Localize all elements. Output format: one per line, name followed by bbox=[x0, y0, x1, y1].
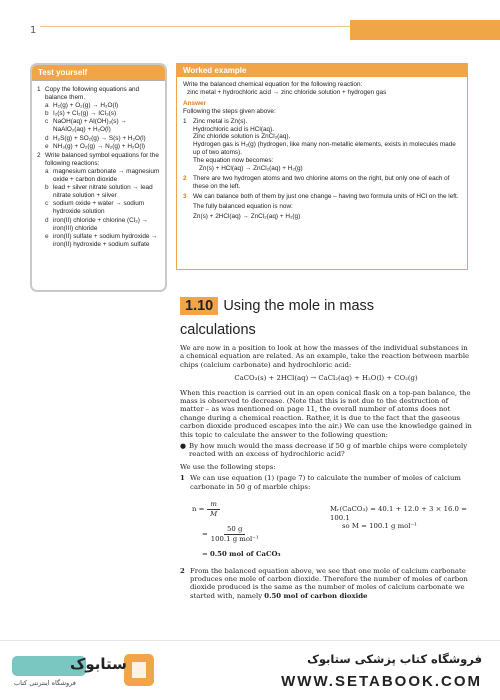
test-subquestion bbox=[45, 168, 161, 184]
answer-follow: Following the steps given above: bbox=[183, 107, 276, 115]
worked-example-title: Worked example bbox=[177, 64, 467, 77]
subquestion-letter: b bbox=[45, 110, 49, 118]
m-over-M-fraction: $\frac{m}{M}$ bbox=[207, 500, 220, 518]
bullet-dot: ● bbox=[180, 442, 187, 451]
page-number: 1 bbox=[30, 25, 37, 36]
subquestion-letter: b bbox=[45, 184, 49, 192]
worked-step-1: 1 Zinc metal is Zn(s). Hydrochloric acid is HCl(aq). Zinc chloride solution is ZnCl₂(aq). Hydrogen gas is H₂(g) (hydrogen, like many non-metallic elements, exists in molecules made up of two atoms). The equation now becomes: Zn(s) + HCl(aq) → ZnCl₂(aq) + H₂(g) bbox=[183, 117, 456, 173]
fully-balanced-label: The fully balanced equation is now: bbox=[193, 202, 293, 210]
test-subquestion bbox=[45, 217, 161, 233]
subquestion-text: I₂(s) + Cl₂(g) → ICl₃(s) bbox=[53, 110, 117, 118]
test-subquestion bbox=[45, 233, 161, 249]
molar-mass-result: so M = 100.1 g mol⁻¹ bbox=[342, 521, 417, 530]
worked-example-reaction: zinc metal + hydrochloric acid → zinc chloride solution + hydrogen gas bbox=[187, 88, 387, 96]
subquestion-text: sodium oxide + water → sodium hydroxide solution bbox=[53, 200, 145, 216]
step-1: 1 We can use equation (1) (page 7) to calculate the number of moles of calcium carbonate in 50 g of marble chips: bbox=[180, 474, 461, 491]
paragraph-observation: When this reaction is carried out in an open conical flask on a top-pan balance, the mass is observed to decrease. (Note that this is not due to the destruction of matter – as was mentioned on page 11, the overall number of atoms does not change during a chemical reaction. Rather, it is due to the fact that the gaseous carbon dioxide produced escapes into the air.) We can use the knowledge gained in this topic to calculate the answer to the following question: bbox=[180, 388, 472, 439]
main-text bbox=[180, 344, 472, 600]
test-subquestion bbox=[45, 110, 161, 118]
moles-result: 0.50 mol of CaCO₃ bbox=[209, 550, 281, 559]
question-2: 2 Write balanced symbol equations for the following reactions: bbox=[37, 151, 159, 167]
subquestion-letter: a bbox=[45, 167, 49, 175]
test-subquestion bbox=[45, 118, 161, 126]
question-1: 1 Copy the following equations and balance them. bbox=[37, 86, 140, 102]
question-bullet: ● By how much would the mass decrease if 50 g of marble chips were completely reacted with an excess of hydrochloric acid? bbox=[180, 442, 468, 459]
molar-mass-calc: Mᵣ(CaCO₃) = 40.1 + 12.0 + 3 × 16.0 = 100.1 bbox=[330, 505, 467, 522]
test-subquestion bbox=[45, 200, 161, 216]
final-equation: Zn(s) + 2HCl(aq) → ZnCl₂(aq) + H₂(g) bbox=[193, 212, 301, 220]
worked-example-box bbox=[176, 63, 468, 270]
section-title-line-2: calculations bbox=[180, 322, 256, 338]
subquestion-letter: d bbox=[45, 216, 49, 224]
subquestion-letter: a bbox=[45, 102, 49, 110]
answer-label: Answer bbox=[183, 99, 207, 107]
mass-fraction: $\frac{50 g}{\text{100.1 g mol⁻¹}}$ bbox=[210, 525, 259, 543]
subquestion-text: NaOH(aq) + Al(OH)₃(s) → bbox=[53, 118, 127, 126]
subquestion-letter: e bbox=[45, 232, 49, 240]
subquestion-letter: c bbox=[45, 200, 49, 208]
section-title-line-1: Using the mole in mass bbox=[223, 298, 375, 314]
subquestion-text: NH₃(g) + O₂(g) → N₂(g) + H₂O(l) bbox=[53, 142, 146, 150]
chapter-title: Chemical formulae and moles bbox=[366, 44, 492, 55]
section-heading bbox=[180, 294, 480, 342]
subquestion-text: H₂(g) + O₂(g) → H₂O(l) bbox=[53, 102, 119, 110]
subquestion-text: H₂S(g) + SO₂(g) → S(s) + H₂O(l) bbox=[53, 134, 146, 142]
section-number: 1.10 bbox=[180, 297, 218, 315]
website-url[interactable]: WWW.SETABOOK.COM bbox=[281, 673, 482, 690]
test-subquestion bbox=[45, 102, 161, 110]
test-yourself-box bbox=[30, 63, 167, 292]
reaction-equation: CaCO₃(s) + 2HCl(aq) → CaCl₂(aq) + H₂O(l) + CO₂(g) bbox=[234, 374, 418, 383]
shop-name: فروشگاه کتاب پزشکی ستابوک bbox=[307, 652, 482, 666]
test-subquestion bbox=[45, 135, 161, 143]
steps-intro: We use the following steps: bbox=[180, 462, 276, 471]
test-subquestion bbox=[45, 184, 161, 200]
subquestion-text: NaAlO₂(aq) + H₂O(l) bbox=[53, 126, 111, 134]
setabook-logo: ستابوک فروشگاه اینترنتی کتاب bbox=[12, 652, 157, 692]
subquestion-letter: e bbox=[45, 142, 49, 150]
test-yourself-title: Test yourself bbox=[32, 65, 165, 81]
subquestion-text: lead + silver nitrate solution → lead nitrate solution + silver bbox=[53, 184, 153, 200]
test-subquestion bbox=[45, 126, 161, 134]
worked-example-prompt: Write the balanced chemical equation for the following reaction: bbox=[183, 81, 363, 88]
subquestion-letter: d bbox=[45, 134, 49, 142]
chapter-band bbox=[350, 20, 500, 55]
header-rule bbox=[40, 26, 350, 27]
page-header bbox=[0, 0, 500, 55]
calculation-block: n = $\frac{m}{M}$ = $\frac{50 g}{\text{100.1 g mol⁻¹}}$ = 0.50 mol of CaCO₃ Mᵣ(CaCO₃) = 40.1 + 12.0 + 3 × 16.0 = 100.1 so M = 100.1 g mol⁻¹ bbox=[192, 499, 472, 558]
subquestion-text: iron(II) sulfate + sodium hydroxide → iron(II) hydroxide + sodium sulfate bbox=[53, 232, 158, 248]
subquestion-letter: c bbox=[45, 118, 49, 126]
subquestion-letter bbox=[45, 126, 53, 134]
worked-step-2: 2 There are two hydrogen atoms and two chlorine atoms on the right, but only one of each of these on the left. bbox=[183, 174, 450, 190]
subquestion-text: magnesium carbonate → magnesium oxide + carbon dioxide bbox=[53, 167, 160, 184]
test-subquestion bbox=[45, 143, 161, 151]
paragraph-intro: We are now in a position to look at how the masses of the individual substances in a chemical equation are related. As an example, take the reaction between marble chips (calcium carbonate) and hydrochloric acid: bbox=[180, 344, 470, 369]
step-2: 2 From the balanced equation above, we see that one mole of calcium carbonate produces one mole of carbon dioxide. Therefore the number of moles of carbon dioxide produced is the same as the number of moles of calcium carbonate we started with, namely 0.50 mol of carbon dioxide bbox=[180, 566, 468, 600]
subquestion-text: iron(II) chloride + chlorine (Cl₂) → iron(III) chloride bbox=[53, 216, 148, 232]
worked-step-3: 3 We can balance both of them by just one change – having two formula units of HCl on the left. bbox=[183, 192, 459, 200]
